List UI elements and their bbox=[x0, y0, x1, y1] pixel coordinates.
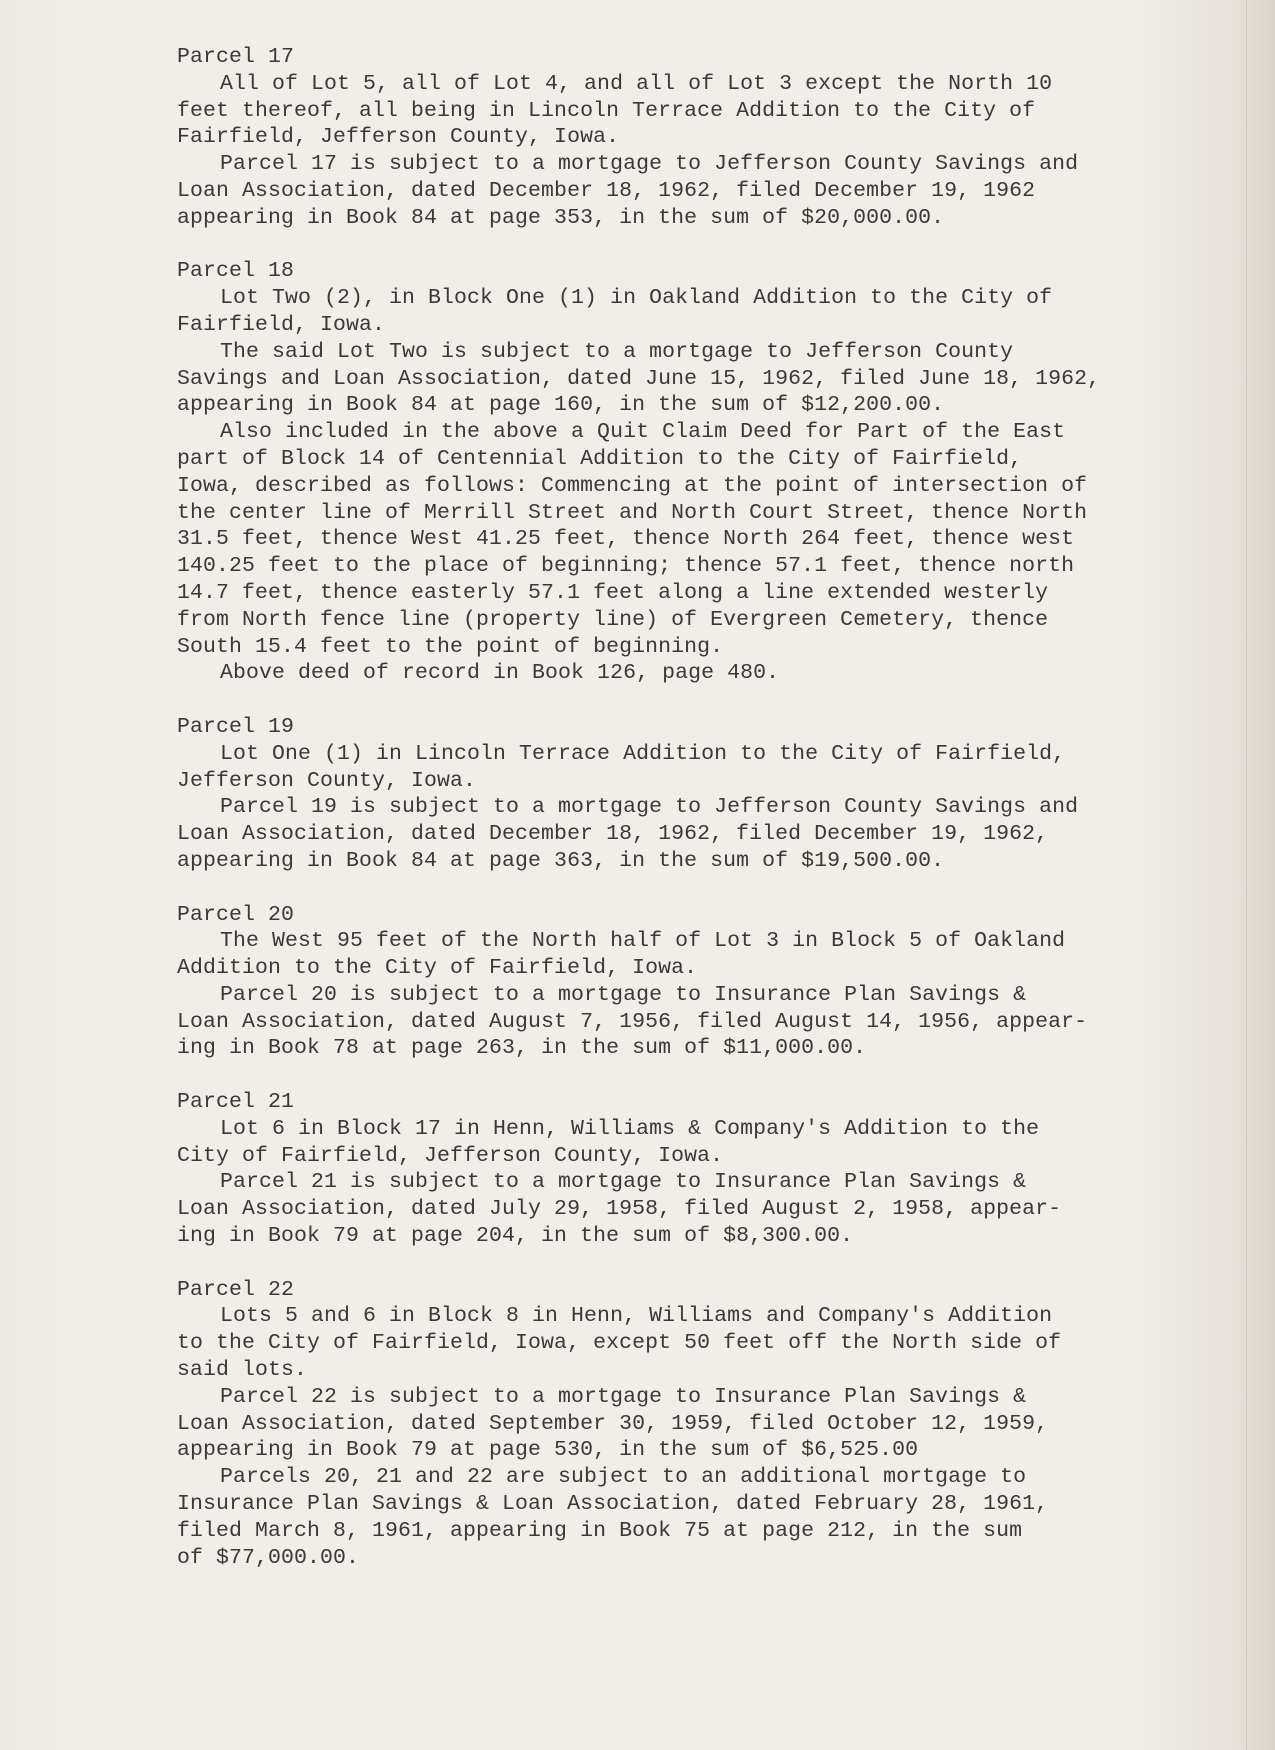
text-line: appearing in Book 84 at page 353, in the sum of $20,000.00. bbox=[177, 205, 945, 230]
text-line: Fairfield, Jefferson County, Iowa. bbox=[177, 125, 620, 150]
parcel-section bbox=[177, 1089, 1197, 1250]
text-line: appearing in Book 84 at page 363, in the sum of $19,500.00. bbox=[177, 848, 945, 873]
text-line: filed March 8, 1961, appearing in Book 75 at page 212, in the sum bbox=[177, 1518, 1023, 1543]
text-line: of $77,000.00. bbox=[177, 1545, 360, 1570]
text-line: the center line of Merrill Street and North Court Street, thence North bbox=[177, 500, 1088, 525]
text-line: Parcel 17 is subject to a mortgage to Jefferson County Savings and bbox=[220, 152, 1079, 177]
text-line: Loan Association, dated December 18, 1962, filed December 19, 1962 bbox=[177, 178, 1036, 203]
text-line: Lot 6 in Block 17 in Henn, Williams & Company's Addition to the bbox=[220, 1116, 1040, 1141]
text-line: Lot One (1) in Lincoln Terrace Addition to the City of Fairfield, bbox=[220, 741, 1066, 766]
text-line: Also included in the above a Quit Claim Deed for Part of the East bbox=[220, 420, 1066, 445]
text-line: Lot Two (2), in Block One (1) in Oakland Addition to the City of bbox=[220, 286, 1053, 311]
parcel-heading: Parcel 18 bbox=[177, 259, 295, 284]
page-edge-line bbox=[1246, 0, 1247, 1750]
text-line: Addition to the City of Fairfield, Iowa. bbox=[177, 956, 698, 981]
parcel-heading: Parcel 17 bbox=[177, 45, 295, 69]
text-line: Loan Association, dated August 7, 1956, filed August 14, 1956, appear- bbox=[177, 1009, 1088, 1034]
text-line: The West 95 feet of the North half of Lot 3 in Block 5 of Oakland bbox=[220, 929, 1066, 954]
parcel-heading: Parcel 22 bbox=[177, 1277, 295, 1302]
text-line: Jefferson County, Iowa. bbox=[177, 768, 477, 793]
text-line: 14.7 feet, thence easterly 57.1 feet along a line extended westerly bbox=[177, 580, 1049, 605]
text-line: ing in Book 78 at page 263, in the sum of $11,000.00. bbox=[177, 1036, 867, 1061]
text-line: Iowa, described as follows: Commencing at the point of intersection of bbox=[177, 473, 1088, 498]
text-line: Loan Association, dated September 30, 1959, filed October 12, 1959, bbox=[177, 1411, 1049, 1436]
parcel-heading: Parcel 19 bbox=[177, 714, 295, 739]
text-line: Parcels 20, 21 and 22 are subject to an additional mortgage to bbox=[220, 1465, 1027, 1490]
parcel-section bbox=[177, 1277, 1197, 1572]
text-line: Parcel 19 is subject to a mortgage to Jefferson County Savings and bbox=[220, 795, 1079, 820]
text-line: Parcel 21 is subject to a mortgage to Insurance Plan Savings & bbox=[220, 1170, 1027, 1195]
text-line: The said Lot Two is subject to a mortgage to Jefferson County bbox=[220, 339, 1014, 364]
text-line: All of Lot 5, all of Lot 4, and all of Lot 3 except the North 10 bbox=[220, 71, 1053, 96]
document-body bbox=[177, 44, 1197, 1598]
text-line: Parcel 22 is subject to a mortgage to Insurance Plan Savings & bbox=[220, 1384, 1027, 1409]
text-line: appearing in Book 84 at page 160, in the sum of $12,200.00. bbox=[177, 393, 945, 418]
text-line: to the City of Fairfield, Iowa, except 50 feet off the North side of bbox=[177, 1331, 1062, 1356]
text-line: from North fence line (property line) of Evergreen Cemetery, thence bbox=[177, 607, 1049, 632]
text-line: Fairfield, Iowa. bbox=[177, 312, 386, 337]
parcel-heading: Parcel 20 bbox=[177, 902, 295, 927]
parcel-section bbox=[177, 714, 1197, 875]
text-line: Lots 5 and 6 in Block 8 in Henn, Williams and Company's Addition bbox=[220, 1304, 1053, 1329]
text-line: Parcel 20 is subject to a mortgage to Insurance Plan Savings & bbox=[220, 982, 1027, 1007]
parcel-section bbox=[177, 44, 1197, 232]
text-line: City of Fairfield, Jefferson County, Iowa. bbox=[177, 1143, 724, 1168]
parcel-section bbox=[177, 902, 1197, 1063]
text-line: 31.5 feet, thence West 41.25 feet, thence North 264 feet, thence west bbox=[177, 527, 1075, 552]
text-line: Loan Association, dated December 18, 1962, filed December 19, 1962, bbox=[177, 822, 1049, 847]
text-line: Insurance Plan Savings & Loan Association, dated February 28, 1961, bbox=[177, 1492, 1049, 1517]
text-line: Above deed of record in Book 126, page 480. bbox=[220, 661, 780, 686]
text-line: feet thereof, all being in Lincoln Terrace Addition to the City of bbox=[177, 98, 1036, 123]
text-line: 140.25 feet to the place of beginning; thence 57.1 feet, thence north bbox=[177, 554, 1075, 579]
text-line: said lots. bbox=[177, 1358, 308, 1383]
text-line: Loan Association, dated July 29, 1958, filed August 2, 1958, appear- bbox=[177, 1197, 1062, 1222]
text-line: Savings and Loan Association, dated June 15, 1962, filed June 18, 1962, bbox=[177, 366, 1101, 391]
parcel-section bbox=[177, 258, 1197, 687]
text-line: South 15.4 feet to the point of beginning. bbox=[177, 634, 724, 659]
parcel-heading: Parcel 21 bbox=[177, 1090, 295, 1115]
text-line: appearing in Book 79 at page 530, in the sum of $6,525.00 bbox=[177, 1438, 919, 1463]
text-line: part of Block 14 of Centennial Addition to the City of Fairfield, bbox=[177, 446, 1023, 471]
text-line: ing in Book 79 at page 204, in the sum of $8,300.00. bbox=[177, 1224, 854, 1249]
